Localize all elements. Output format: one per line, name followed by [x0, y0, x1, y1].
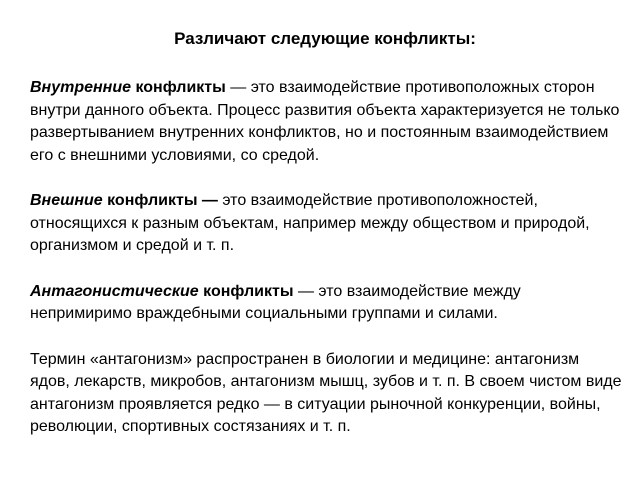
paragraph-gap [30, 326, 620, 349]
paragraph-text: — это взаимодействие между непримиримо враждебными социальными группами и силами. [30, 282, 521, 322]
term-conflicts: конфликты [131, 79, 226, 96]
paragraph-gap [30, 167, 620, 190]
paragraph-text: Термин «антагонизм» распространен в биологии и медицине: антагонизм ядов, лекарств, микробов, антагонизм мышц, зубов и т. п. В своем чистом виде антагонизм проявляется редко — в ситуации рыночной конкуренции, войны, революции, спортивных состязаниях и т. п. [30, 350, 622, 435]
paragraph-internal-conflicts [30, 77, 622, 167]
term-antagonistic: Антагонистические [30, 282, 199, 300]
term-conflicts: конфликты [198, 282, 294, 300]
page-title: Различают следующие конфликты: [174, 29, 476, 48]
paragraph-text: это взаимодействие противоположностей, относящихся к разным объектам, например между обществом и природой, организмом и средой и т. п. [30, 192, 590, 254]
term-conflicts: конфликты — [102, 192, 218, 209]
term-internal: Внутренние [30, 79, 132, 96]
paragraph-antagonistic-conflicts [30, 281, 622, 326]
paragraph-antagonism-term [30, 349, 622, 439]
paragraph-text: — это взаимодействие противоположных сторон внутри данного объекта. Процесс развития объекта характеризуется не только развертыванием внутренних конфликтов, но и постоянным взаимодействием его с внешними условиями, со средой. [30, 79, 620, 164]
paragraph-gap [30, 258, 620, 281]
term-external: Внешние [30, 192, 103, 209]
paragraph-external-conflicts [30, 190, 622, 258]
